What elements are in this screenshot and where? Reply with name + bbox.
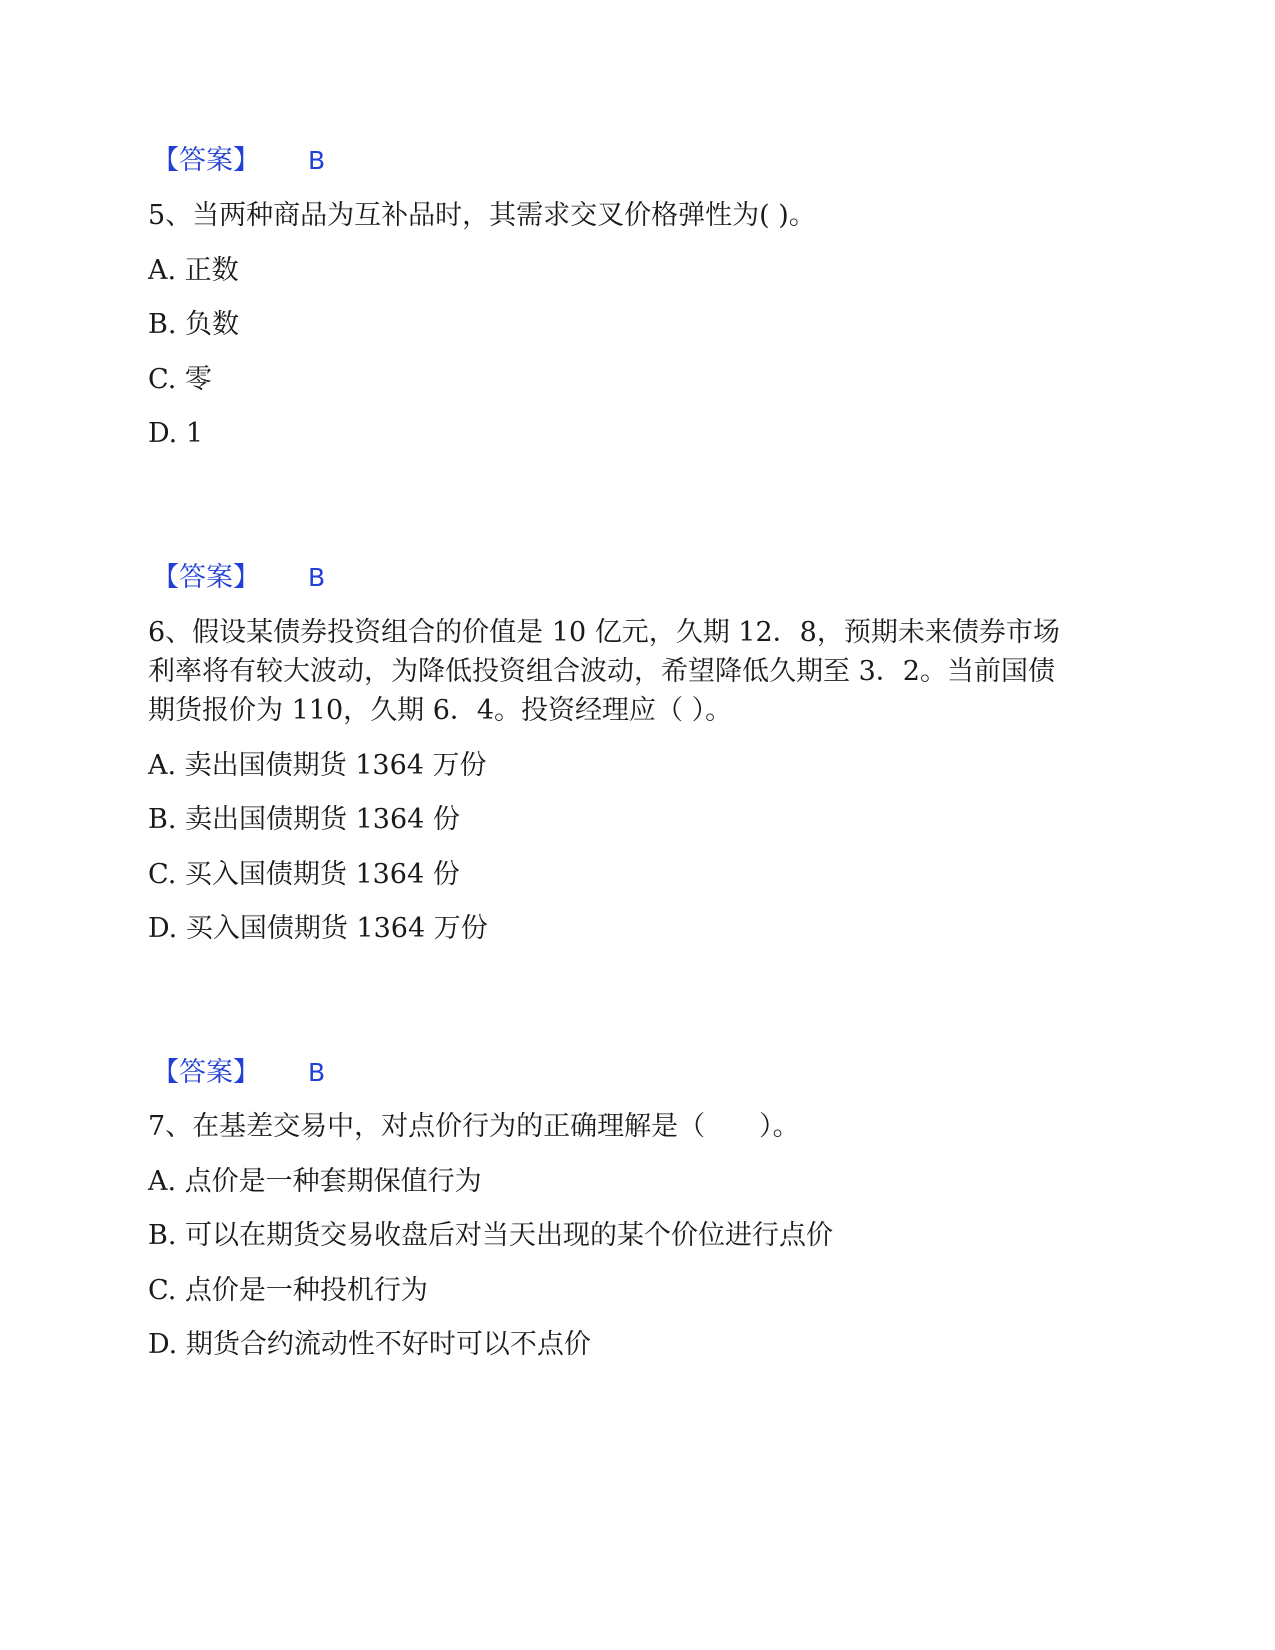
- question-7-text: 7、在基差交易中，对点价行为的正确理解是（ ）。: [148, 1111, 800, 1142]
- question-7-option-b: B. 可以在期货交易收盘后对当天出现的某个价位进行点价: [148, 1220, 834, 1251]
- question-6-option-c: C. 买入国债期货 1364 份: [148, 859, 460, 890]
- answer-label: 【答案】: [152, 145, 260, 176]
- answer-label: 【答案】: [152, 1057, 260, 1088]
- answer-label: 【答案】: [152, 562, 260, 593]
- question-6-option-d: D. 买入国债期货 1364 万份: [148, 913, 488, 944]
- answer-value: B: [308, 1058, 326, 1087]
- question-6-text-line-1: 6、假设某债券投资组合的价值是 10 亿元，久期 12．8，预期未来债券市场: [148, 617, 1060, 648]
- answer-line: [152, 558, 325, 598]
- question-5-option-a: A. 正数: [148, 255, 239, 286]
- question-6-text-line-2: 利率将有较大波动，为降低投资组合波动，希望降低久期至 3．2。当前国债: [148, 656, 1055, 687]
- question-5-text: 5、当两种商品为互补品时，其需求交叉价格弹性为( )。: [148, 200, 816, 231]
- question-5-option-c: C. 零: [148, 364, 212, 395]
- question-7-option-d: D. 期货合约流动性不好时可以不点价: [148, 1329, 591, 1360]
- question-6-option-a: A. 卖出国债期货 1364 万份: [148, 750, 487, 781]
- question-6-text-line-3: 期货报价为 110，久期 6．4。投资经理应（ ）。: [148, 695, 733, 726]
- answer-value: B: [308, 146, 326, 175]
- answer-line: [152, 1053, 325, 1093]
- answer-value: B: [308, 563, 326, 592]
- question-5-option-d: D. 1: [148, 418, 204, 449]
- question-7-option-c: C. 点价是一种投机行为: [148, 1275, 428, 1306]
- question-6-option-b: B. 卖出国债期货 1364 份: [148, 804, 460, 835]
- question-5-option-b: B. 负数: [148, 309, 240, 340]
- question-7-option-a: A. 点价是一种套期保值行为: [148, 1166, 482, 1197]
- answer-line: [152, 141, 325, 181]
